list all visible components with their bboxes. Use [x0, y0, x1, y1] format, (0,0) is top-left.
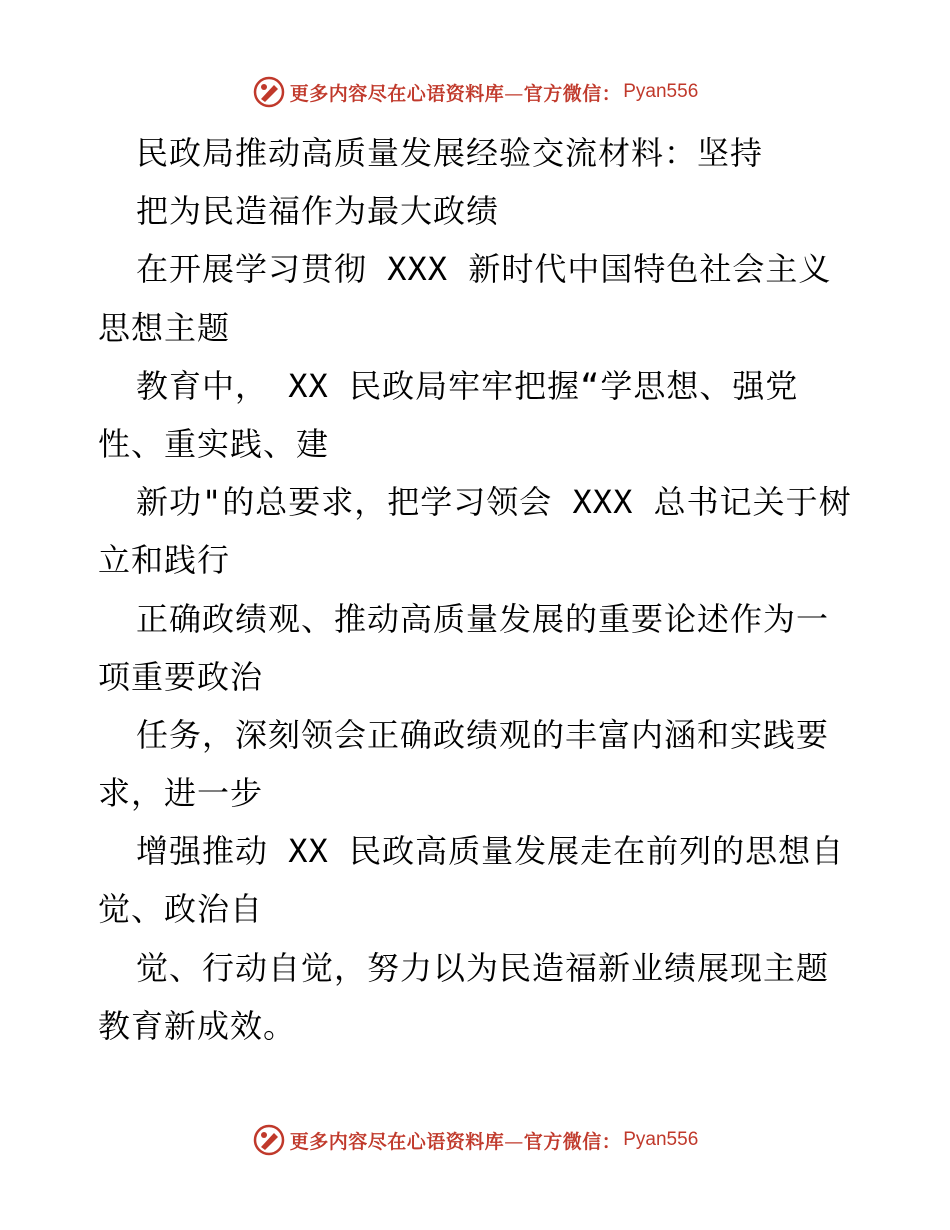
- footer-watermark-banner: [0, 1120, 950, 1160]
- paragraph-line: 正确政绩观、推动高质量发展的重要论述作为一: [136, 599, 830, 638]
- pen-nib-logo-icon: [252, 75, 286, 109]
- paragraph-line: 在开展学习贯彻 XXX 新时代中国特色社会主义: [136, 250, 832, 289]
- paragraph-line: 教育中， XX 民政局牢牢把握“学思想、强党: [136, 366, 799, 405]
- paragraph-line: 求，进一步: [98, 774, 264, 813]
- document-body: [98, 124, 868, 1055]
- banner-site-name: 更多内容尽在心语资料库—官方微信：: [289, 1130, 622, 1153]
- paragraph-line: 性、重实践、建: [98, 424, 330, 463]
- paragraph-line: 新功"的总要求，把学习领会 XXX 总书记关于树: [136, 483, 852, 522]
- document-title-line-2: 把为民造福作为最大政绩: [136, 192, 500, 231]
- banner-site-name: 更多内容尽在心语资料库—官方微信：: [289, 82, 622, 105]
- paragraph-line: 立和践行: [98, 541, 231, 580]
- paragraph-line: 思想主题: [98, 308, 231, 347]
- paragraph-line: 增强推动 XX 民政高质量发展走在前列的思想自: [136, 832, 845, 871]
- paragraph-line: 觉、政治自: [98, 890, 264, 929]
- paragraph-line: 任务，深刻领会正确政绩观的丰富内涵和实践要: [136, 715, 830, 754]
- paragraph-line: 项重要政治: [98, 657, 264, 696]
- banner-wechat-id: Pyan556: [623, 1129, 699, 1150]
- paragraph-line: 教育新成效。: [98, 1006, 297, 1045]
- header-watermark-banner: [0, 72, 950, 112]
- document-title-line-1: 民政局推动高质量发展经验交流材料：坚持: [136, 134, 764, 172]
- paragraph-line: 觉、行动自觉，努力以为民造福新业绩展现主题: [136, 948, 830, 987]
- pen-nib-logo-icon: [252, 1123, 286, 1157]
- banner-wechat-id: Pyan556: [623, 81, 699, 102]
